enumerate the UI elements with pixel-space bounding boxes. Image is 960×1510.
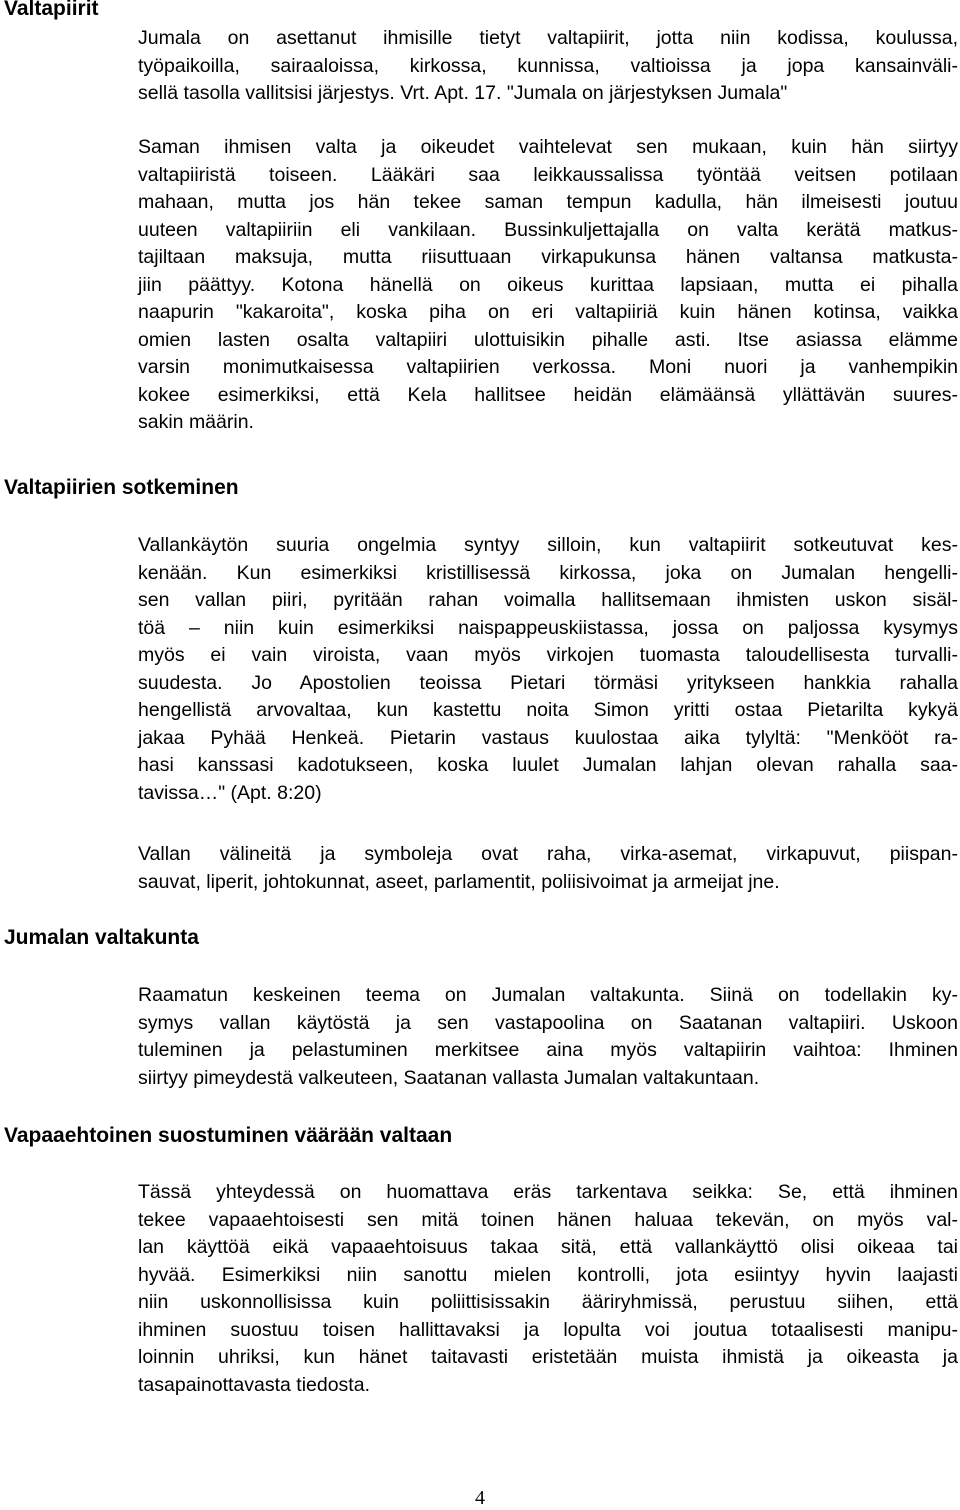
text-line: niin uskonnollisissa kuin poliittisissakin ääriryhmissä, perustuu siihen, että bbox=[138, 1291, 958, 1313]
text-line: Vallankäytön suuria ongelmia syntyy silloin, kun valtapiirit sotkeutuvat kes- bbox=[138, 534, 958, 556]
text-line: suudesta. Jo Apostolien teoissa Pietari törmäsi yritykseen hankkia rahalla bbox=[138, 671, 958, 694]
section-heading-valtapiirien-sotkeminen: Valtapiirien sotkeminen bbox=[4, 476, 239, 499]
paragraph bbox=[138, 134, 958, 437]
text-line: töä – niin kuin esimerkiksi naispappeuskiistassa, jossa on paljossa kysymys bbox=[138, 616, 958, 639]
text-line: kenään. Kun esimerkiksi kristillisessä kirkossa, joka on Jumalan hengelli- bbox=[138, 561, 958, 584]
text-line: tajiltaan maksuja, mutta riisuttuaan virkapukunsa hänen valtansa matkusta- bbox=[138, 246, 958, 268]
text-line: kokee esimerkiksi, että Kela hallitsee heidän elämäänsä yllättävän suures- bbox=[138, 383, 958, 406]
section-heading-valtapiirit: Valtapiirit bbox=[4, 0, 99, 20]
text-line: tavissa…" (Apt. 8:20) bbox=[138, 781, 322, 804]
text-line: jakaa Pyhää Henkeä. Pietarin vastaus kuulostaa aika tylyltä: "Menkööt ra- bbox=[138, 726, 958, 749]
paragraph bbox=[138, 1179, 958, 1399]
text-line: sakin määrin. bbox=[138, 411, 254, 433]
text-line: jiin päättyy. Kotona hänellä on oikeus kurittaa lapsiaan, mutta ei pihalla bbox=[138, 273, 958, 296]
text-line: Vallan välineitä ja symboleja ovat raha, virka-asemat, virkapuvut, piispan- bbox=[138, 843, 958, 865]
text-line: myös ei vain viroista, vaan myös virkojen tuomasta taloudellisesta turvalli- bbox=[138, 644, 958, 666]
paragraph bbox=[138, 25, 958, 108]
text-line: hyvää. Esimerkiksi niin sanottu mielen kontrolli, jota esiintyy hyvin laajasti bbox=[138, 1263, 958, 1286]
paragraph bbox=[138, 532, 958, 807]
text-line: omien lasten osalta valtapiiri ulottuisikin pihalle asti. Itse asiassa elämme bbox=[138, 328, 958, 351]
text-line: sen vallan piiri, pyritään rahan voimalla hallitsemaan ihmisten uskon sisäl- bbox=[138, 589, 958, 611]
section-heading-vapaaehtoinen-suostuminen: Vapaaehtoinen suostuminen väärään valtaan bbox=[4, 1124, 453, 1147]
text-line: loinnin uhriksi, kun hänet taitavasti eristetään muista ihmistä ja oikeasta ja bbox=[138, 1346, 958, 1368]
text-line: lan käyttöä eikä vapaaehtoisuus takaa sitä, että vallankäyttö olisi oikeaa tai bbox=[138, 1236, 958, 1258]
text-line: hasi kanssasi kadotukseen, koska luulet Jumalan lahjan olevan rahalla saa- bbox=[138, 754, 958, 776]
text-line: siirtyy pimeydestä valkeuteen, Saatanan vallasta Jumalan valtakuntaan. bbox=[138, 1066, 760, 1089]
paragraph bbox=[138, 841, 958, 896]
text-line: Saman ihmisen valta ja oikeudet vaihtelevat sen mukaan, kuin hän siirtyy bbox=[138, 136, 958, 158]
text-line: Tässä yhteydessä on huomattava eräs tarkentava seikka: Se, että ihminen bbox=[138, 1181, 958, 1203]
text-line: symys vallan käytöstä ja sen vastapoolina on Saatanan valtapiiri. Uskoon bbox=[138, 1011, 958, 1034]
text-line: varsin monimutkaisessa valtapiirien verkossa. Moni nuori ja vanhempikin bbox=[138, 356, 958, 378]
text-line: valtapiiristä toiseen. Lääkäri saa leikkaussalissa työntää veitsen potilaan bbox=[138, 163, 958, 186]
paragraph bbox=[138, 982, 958, 1092]
text-line: naapurin "kakaroita", koska piha on eri valtapiiriä kuin hänen kotinsa, vaikka bbox=[138, 301, 958, 323]
text-line: sauvat, liperit, johtokunnat, aseet, parlamentit, poliisivoimat ja armeijat jne. bbox=[138, 870, 780, 893]
text-line: hengellistä arvovaltaa, kun kastettu noita Simon yritti ostaa Pietarilta kykyä bbox=[138, 699, 958, 721]
text-line: uuteen valtapiiriin eli vankilaan. Bussinkuljettajalla on valta kerätä matkus- bbox=[138, 218, 958, 241]
text-line: työpaikoilla, sairaaloissa, kirkossa, kunnissa, valtioissa ja jopa kansainväli- bbox=[138, 54, 958, 77]
text-line: Jumala on asettanut ihmisille tietyt valtapiirit, jotta niin kodissa, koulussa, bbox=[138, 27, 958, 49]
text-line: tekee vapaaehtoisesti sen mitä toinen hänen haluaa tekevän, on myös val- bbox=[138, 1208, 958, 1231]
text-line: Raamatun keskeinen teema on Jumalan valtakunta. Siinä on todellakin ky- bbox=[138, 984, 958, 1006]
text-line: mahaan, mutta jos hän tekee saman tempun kadulla, hän ilmeisesti joutuu bbox=[138, 191, 958, 213]
text-line: sellä tasolla vallitsisi järjestys. Vrt. Apt. 17. "Jumala on järjestyksen Jumala" bbox=[138, 82, 788, 104]
section-heading-jumalan-valtakunta: Jumalan valtakunta bbox=[4, 926, 199, 949]
text-line: ihminen suostuu toisen hallittavaksi ja lopulta voi joutua totaalisesti manipu- bbox=[138, 1318, 958, 1341]
page-number: 4 bbox=[475, 1487, 485, 1509]
text-line: tuleminen ja pelastuminen merkitsee aina myös valtapiirin vaihtoa: Ihminen bbox=[138, 1039, 958, 1061]
text-line: tasapainottavasta tiedosta. bbox=[138, 1373, 370, 1396]
